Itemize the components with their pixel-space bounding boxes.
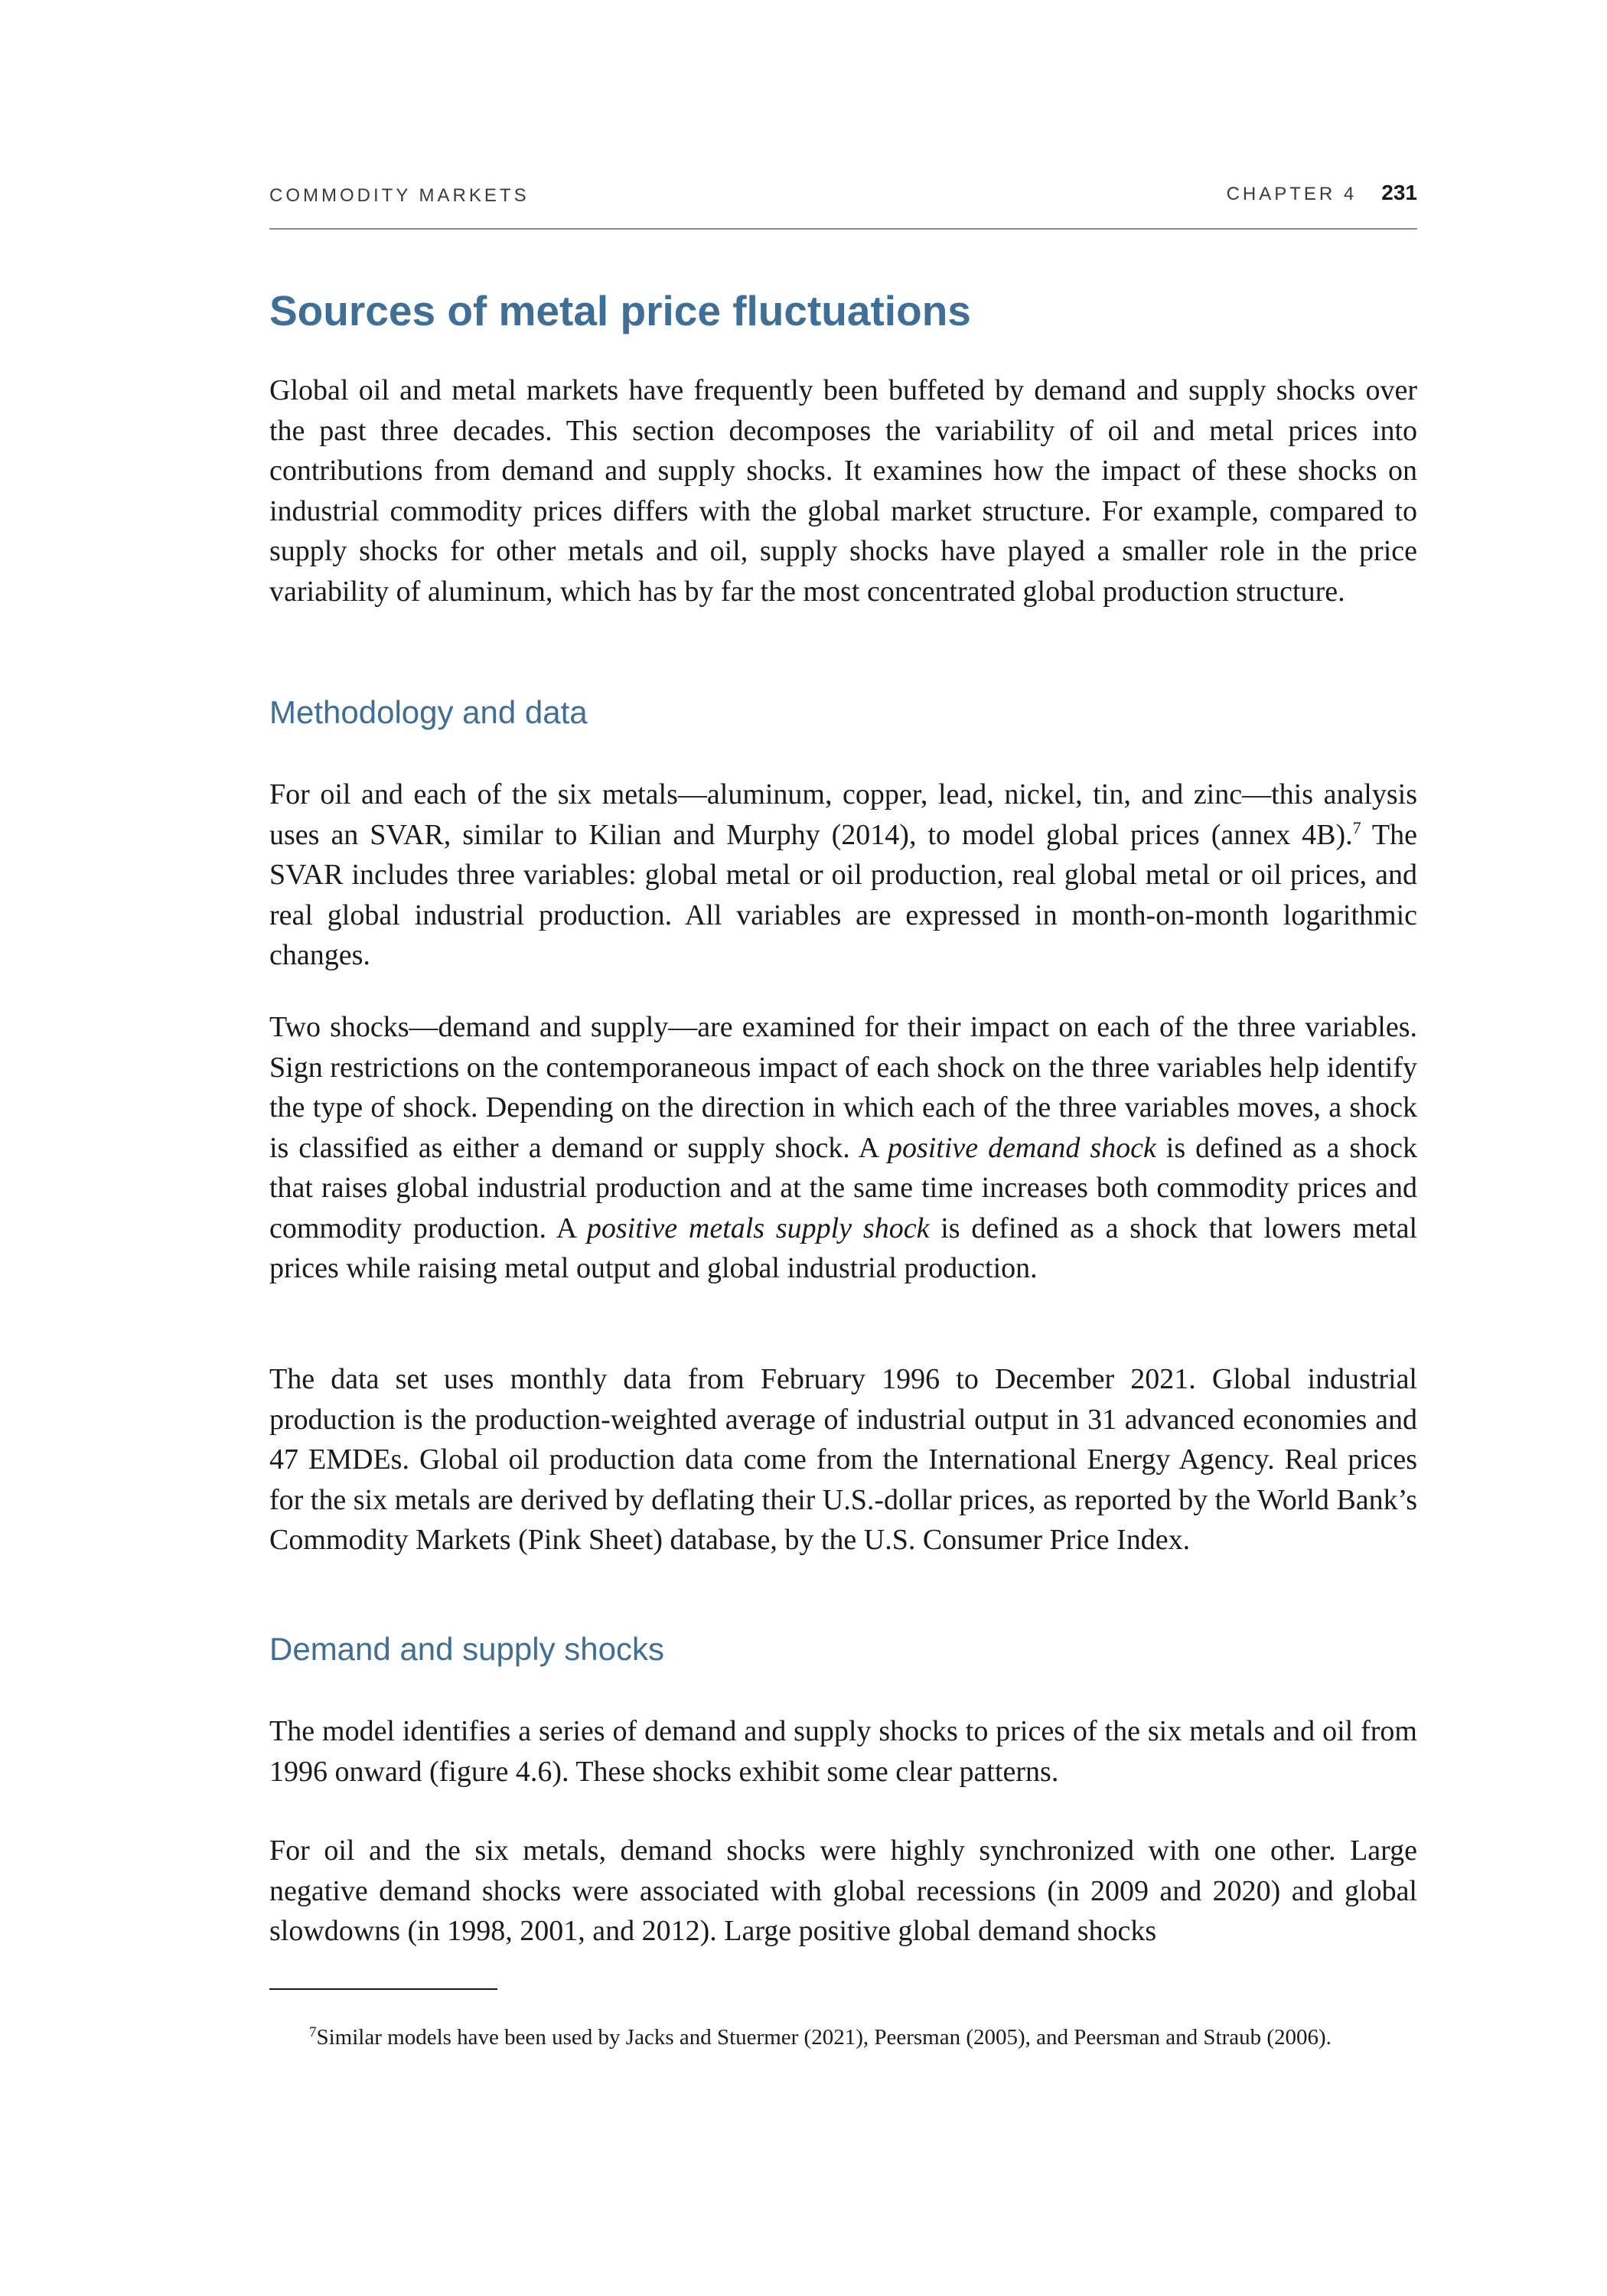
running-header-right xyxy=(1227,181,1417,205)
methodology-paragraph-2 xyxy=(269,1007,1417,1289)
shocks-paragraph-1: The model identifies a series of demand and supply shocks to prices of the six metals and oil from 1996 onward (figure 4.6). These shocks exhibit some clear patterns. xyxy=(269,1715,1417,1788)
methodology-p1-text-cont: The SVAR includes three variables: global metal or oil production, real global metal or oil prices, and real global industrial production. All variables are expressed in month-on-month logarithmic changes. xyxy=(269,818,1418,971)
term-positive-metals-supply-shock: positive metals supply shock xyxy=(586,1212,930,1244)
footnote-reference[interactable]: 7 xyxy=(1352,817,1361,837)
shocks-heading: Demand and supply shocks xyxy=(269,1631,664,1667)
document-page xyxy=(269,0,1417,2296)
intro-paragraph: Global oil and metal markets have frequently been buffeted by demand and supply shocks over the past three decades. This section decomposes the variability of oil and metal prices into contributions from demand and supply shocks. It examines how the impact of these shocks on industrial commodity prices differs with the global market structure. For example, compared to supply shocks for other metals and oil, supply shocks have played a smaller role in the price variability of aluminum, which has by far the most concentrated global production structure. xyxy=(269,374,1417,608)
footnote-rule xyxy=(269,1988,497,1990)
footnote-text: Similar models have been used by Jacks and Stuermer (2021), Peersman (2005), and Peersman and Straub (2006). xyxy=(316,2025,1332,2050)
footnote xyxy=(269,2024,1417,2051)
footnote-marker: 7 xyxy=(309,2024,317,2040)
page-number: 231 xyxy=(1381,181,1417,204)
methodology-p2-text-c: is defined as a shock that lowers metal prices while raising metal output and global industrial production. xyxy=(269,1212,1417,1284)
methodology-heading: Methodology and data xyxy=(269,694,588,730)
shocks-paragraph-2: For oil and the six metals, demand shocks were highly synchronized with one other. Large negative demand shocks were associated with global recessions (in 2009 and 2020) and global slowdowns (in 1998, 2001, and 2012). Large positive global demand shocks xyxy=(269,1835,1417,1947)
running-header xyxy=(269,181,1417,211)
running-header-chapter: CHAPTER 4 xyxy=(1226,184,1358,204)
methodology-p2-text-a: Two shocks—demand and supply—are examined for their impact on each of the three variables. Sign restrictions on the contemporaneous impact of each shock on the three variables help identify the type of shock. Depending on the direction in which each of the three variables moves, a shock is classified as either a demand or supply shock. A xyxy=(269,1011,1417,1164)
term-positive-demand-shock: positive demand shock xyxy=(887,1131,1156,1164)
methodology-p2-text-b: is defined as a shock that raises global industrial production and at the same time increases both commodity prices and commodity production. A xyxy=(269,1131,1417,1244)
section-title: Sources of metal price fluctuations xyxy=(269,287,971,334)
methodology-paragraph-3: The data set uses monthly data from February 1996 to December 2021. Global industrial production is the production-weighted average of industrial output in 31 advanced economies and 47 EMDEs. Global oil production data come from the International Energy Agency. Real prices for the six metals are derived by deflating their U.S.-dollar prices, as reported by the World Bank’s Commodity Markets (Pink Sheet) database, by the U.S. Consumer Price Index. xyxy=(269,1363,1417,1556)
methodology-p1-text: For oil and each of the six metals—aluminum, copper, lead, nickel, tin, and zinc—this analysis uses an SVAR, similar to Kilian and Murphy (2014), to model global prices (annex 4B). xyxy=(269,778,1417,851)
header-rule xyxy=(269,228,1417,230)
methodology-paragraph-1 xyxy=(269,775,1417,976)
running-header-section: COMMODITY MARKETS xyxy=(269,185,530,206)
